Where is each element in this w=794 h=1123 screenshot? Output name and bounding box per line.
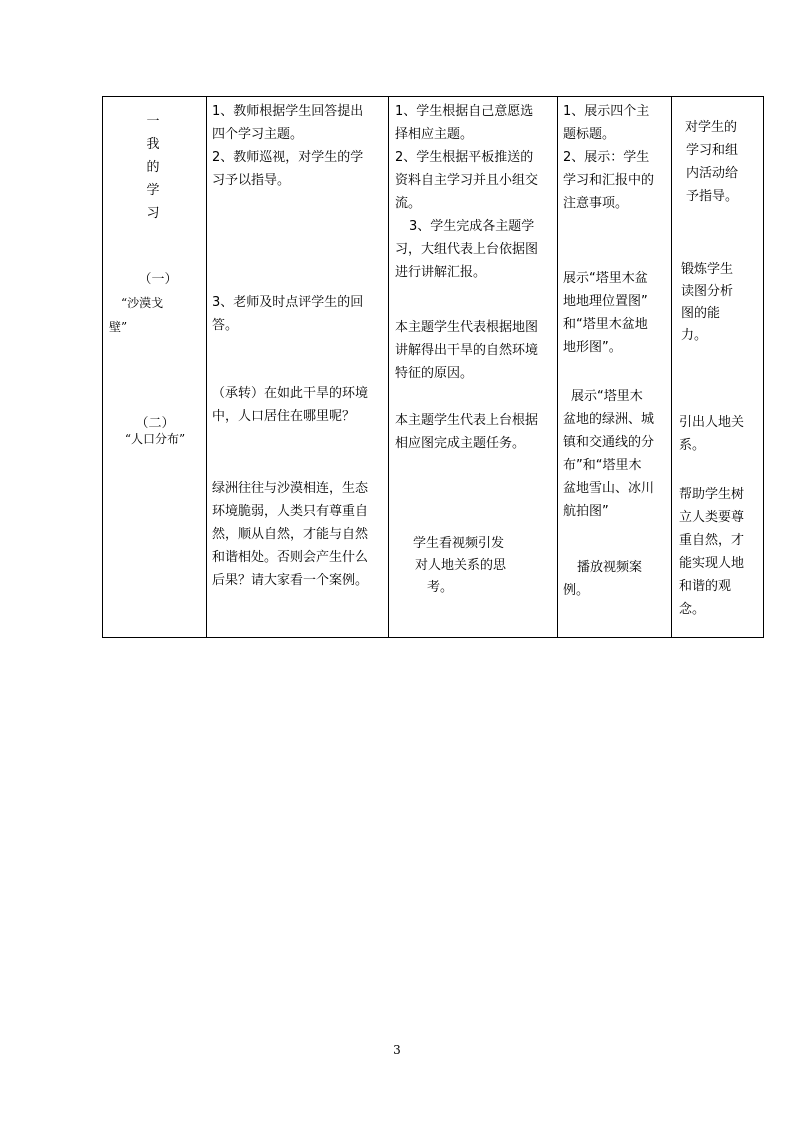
student-activity-3: 本主题学生代表上台根据 相应图完成主题任务。 — [395, 413, 539, 451]
teacher-activity-4: 绿洲往往与沙漠相连，生态 环境脆弱，人类只有尊重自 然，顺从自然，才能与自然 和谐相处。否则会产生什么 后果？请大家看一个案例。 — [212, 481, 369, 588]
lesson-plan-table — [102, 96, 764, 638]
teacher-activity-2: 3、老师及时点评学生的回 答。 — [212, 295, 364, 333]
column-divider — [557, 97, 558, 637]
teacher-activity-3: （承转）在如此干旱的环境 中，人口居住在哪里呢？ — [212, 386, 369, 424]
page-number: 3 — [393, 1043, 401, 1057]
student-activity-2: 本主题学生代表根据地图 讲解得出干旱的自然环境 特征的原因。 — [395, 320, 539, 381]
column-divider — [388, 97, 389, 637]
display-content-3: 展示“塔里木 盆地的绿洲、城 镇和交通线的分 布”和“塔里木 盆地雪山、冰川 航拍图” — [563, 389, 655, 519]
student-activity-4: 学生看视频引发 对人地关系的思 考。 — [413, 536, 507, 595]
teacher-activity-1: 1、教师根据学生回答提出 四个学习主题。 2、教师巡视，对学生的学 习予以指导。 — [212, 104, 364, 188]
design-intent-2: 锻炼学生 读图分析 图的能 力。 — [681, 262, 734, 343]
part-one-title: “沙漠戈 壁” — [109, 296, 164, 334]
column-divider — [671, 97, 672, 637]
display-content-2: 展示“塔里木盆 地地理位置图” 和“塔里木盆地 地形图”。 — [563, 271, 648, 355]
column-divider — [206, 97, 207, 637]
design-intent-4: 帮助学生树 立人类要尊 重自然，才 能实现人地 和谐的观 念。 — [679, 487, 745, 617]
display-content-4: 播放视频案 例。 — [563, 560, 643, 598]
design-intent-1: 对学生的 学习和组 内活动给 予指导。 — [685, 120, 739, 204]
part-two-number: （二） — [135, 416, 175, 431]
part-one-number: （一） — [138, 272, 178, 287]
display-content-1: 1、展示四个主 题标题。 2、展示：学生 学习和汇报中的 注意事项。 — [563, 104, 655, 211]
student-activity-1: 1、学生根据自己意愿选 择相应主题。 2、学生根据平板推送的 资料自主学习并且小组交 流。 3、学生完成各主题学 习，大组代表上台依据图 进行讲解汇报。 — [395, 104, 539, 280]
section-heading: 一 我 的 学 习 — [146, 114, 160, 221]
design-intent-3: 引出人地关 系。 — [679, 415, 745, 453]
part-two-title: “人口分布” — [124, 432, 186, 446]
